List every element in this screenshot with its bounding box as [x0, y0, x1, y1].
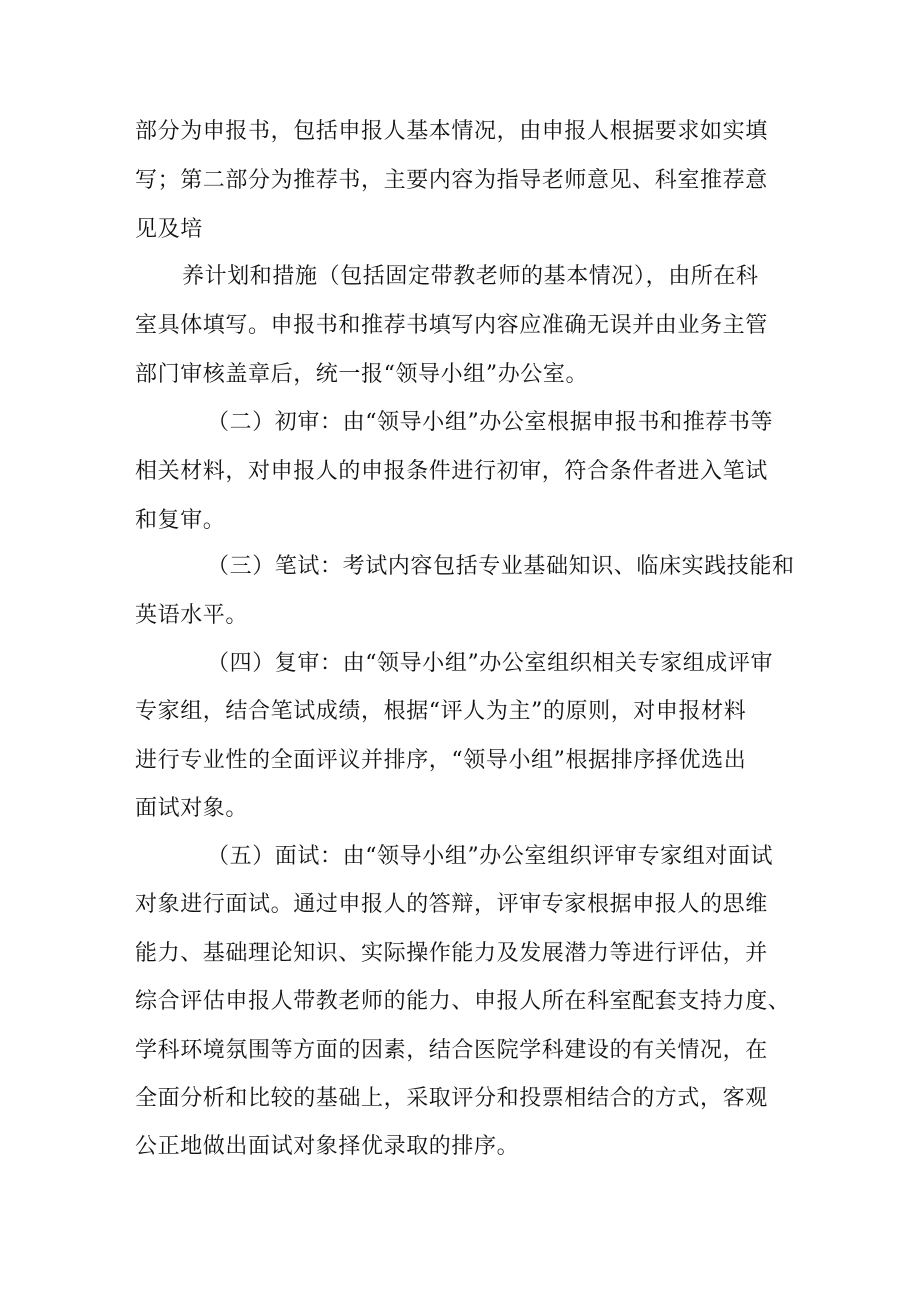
text-line: 能力、基础理论知识、实际操作能力及发展潜力等进行评估，并: [135, 941, 768, 966]
text-line: 相关材料，对申报人的申报条件进行初审，符合条件者进入笔试: [135, 459, 768, 484]
text-line: 英语水平。: [135, 603, 249, 628]
text-line: （三）笔试：考试内容包括专业基础知识、临床实践技能和: [207, 554, 795, 579]
text-line: 写；第二部分为推荐书，主要内容为指导老师意见、科室推荐意: [135, 168, 768, 193]
text-line: （二）初审：由“领导小组”办公室根据申报书和推荐书等: [207, 410, 774, 435]
text-line: 公正地做出面试对象择优录取的排序。: [135, 1134, 520, 1159]
text-line: 部门审核盖章后，统一报“领导小组”办公室。: [135, 362, 589, 387]
text-line: 进行专业性的全面评议并排序，“领导小组”根据排序择优选出: [135, 748, 747, 773]
text-line: 部分为申报书，包括申报人基本情况，由申报人根据要求如实填: [135, 119, 768, 144]
text-line: （五）面试：由“领导小组”办公室组织评审专家组对面试: [207, 844, 774, 869]
text-line: 见及培: [135, 217, 203, 242]
text-line: 室具体填写。申报书和推荐书填写内容应准确无误并由业务主管: [135, 313, 768, 338]
text-line: 综合评估申报人带教老师的能力、申报人所在科室配套支持力度、: [135, 989, 791, 1014]
text-line: 和复审。: [135, 508, 226, 533]
text-line: （四）复审：由“领导小组”办公室组织相关专家组成评审: [207, 651, 774, 676]
text-line: 专家组，结合笔试成绩，根据“评人为主”的原则，对申报材料: [135, 699, 747, 724]
text-line: 学科环境氛围等方面的因素，结合医院学科建设的有关情况，在: [135, 1038, 768, 1063]
text-line: 对象进行面试。通过申报人的答辩，评审专家根据申报人的思维: [135, 892, 768, 917]
text-line: 面试对象。: [135, 796, 249, 821]
text-line: 全面分析和比较的基础上，采取评分和投票相结合的方式，客观: [135, 1086, 768, 1111]
text-line: 养计划和措施（包括固定带教老师的基本情况），由所在科: [182, 264, 759, 289]
